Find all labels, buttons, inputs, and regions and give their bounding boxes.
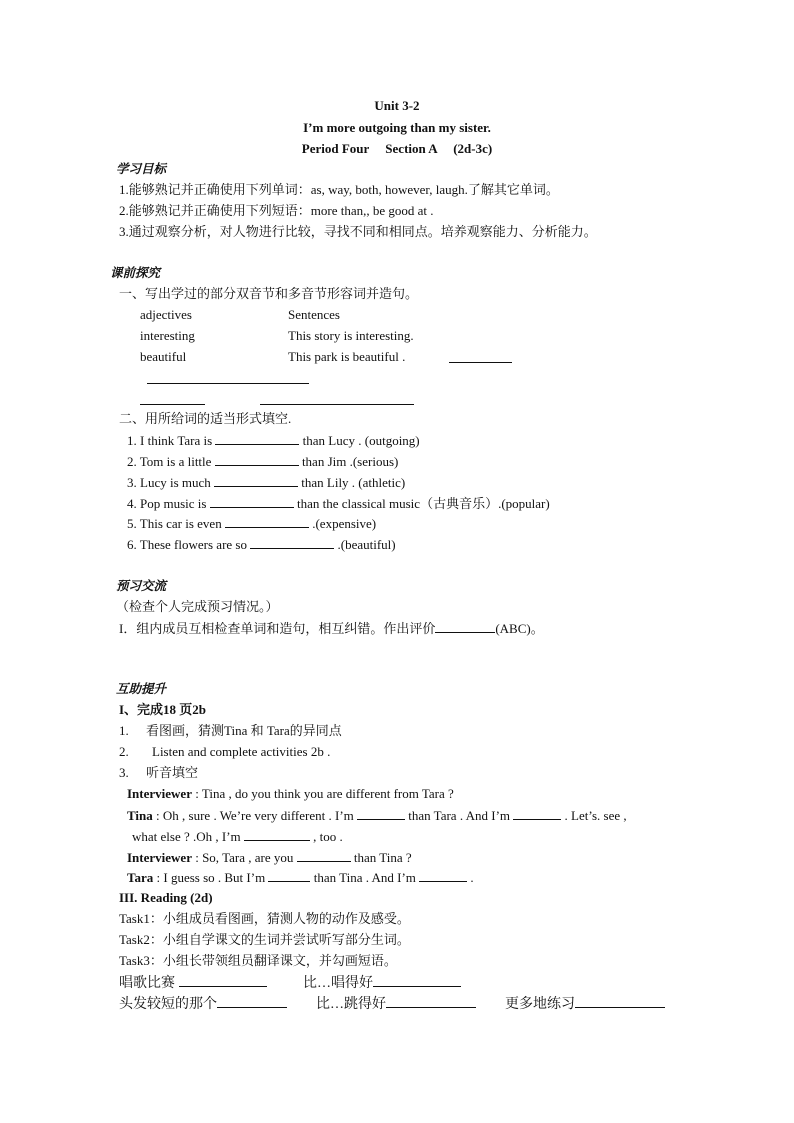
speaker-label: Tina <box>127 808 153 823</box>
dialogue-text: than Tina . And I’m <box>313 870 416 885</box>
phrase-item <box>119 995 287 1013</box>
exchange-title: 预习交流 <box>116 578 167 593</box>
speaker-label: Tara <box>127 870 154 885</box>
answer-blank[interactable] <box>217 995 287 1008</box>
objective-3: 3.通过观察分析，对人物进行比较，寻找不同和相同点。培养观察能力、分析能力。 <box>119 224 597 239</box>
fill-item-suffix: .(expensive) <box>312 516 377 531</box>
answer-blank[interactable] <box>260 404 414 405</box>
fill-item-prefix: 4. Pop music is <box>127 496 207 511</box>
dialogue-line <box>127 849 412 866</box>
answer-blank[interactable] <box>575 995 665 1008</box>
step-text: Listen and complete activities 2b . <box>152 744 331 759</box>
objective-2: 2.能够熟记并正确使用下列短语：more than,, be good at . <box>119 203 434 218</box>
preview-title: 课前探究 <box>110 265 161 280</box>
fill-item-prefix: 3. Lucy is much <box>127 475 211 490</box>
step-text: 看图画，猜测Tina 和 Tara的异同点 <box>146 723 342 738</box>
adjective-cell: beautiful <box>140 349 187 364</box>
answer-blank[interactable] <box>419 869 467 882</box>
answer-blank[interactable] <box>297 849 351 862</box>
task-item: Task2：小组自学课文的生词并尝试听写部分生词。 <box>119 932 410 947</box>
fill-item <box>127 495 550 512</box>
dialogue-text: : I guess so . But I’m <box>156 870 266 885</box>
task-item: Task3：小组长带领组员翻译课文，并勾画短语。 <box>119 953 397 968</box>
help-part1-heading: I、完成18 页2b <box>119 702 207 717</box>
fill-item-suffix: than Jim .(serious) <box>301 454 399 469</box>
dialogue-text: than Tara . And I’m <box>408 808 511 823</box>
step-text: 听音填空 <box>146 765 199 780</box>
fill-item-suffix: than Lily . (athletic) <box>301 475 406 490</box>
phrase-item <box>505 995 665 1013</box>
help-title: 互助提升 <box>116 681 167 696</box>
answer-blank[interactable] <box>225 515 309 528</box>
objective-1: 1.能够熟记并正确使用下列单词：as, way, both, however, laugh.了解其它单词。 <box>119 182 559 197</box>
answer-blank[interactable] <box>435 620 495 633</box>
step-number: 2. <box>119 744 129 759</box>
fill-item-prefix: 6. These flowers are so <box>127 537 247 552</box>
dialogue-text: . Let’s. see , <box>564 808 627 823</box>
dialogue-text: what else ? .Oh , I’m <box>132 829 241 844</box>
part2-heading: 二、用所给词的适当形式填空. <box>119 411 292 426</box>
dialogue-line <box>127 807 627 824</box>
reading-heading: III. Reading (2d) <box>119 890 213 905</box>
dialogue-text: . <box>470 870 474 885</box>
unit-title: Unit 3-2 <box>374 98 420 113</box>
answer-blank[interactable] <box>214 474 298 487</box>
col-adjectives: adjectives <box>140 307 192 322</box>
answer-blank[interactable] <box>513 807 561 820</box>
phrase-item <box>303 974 461 992</box>
fill-item <box>127 474 405 491</box>
col-sentences: Sentences <box>288 307 340 322</box>
answer-blank[interactable] <box>210 495 294 508</box>
dialogue-text: : So, Tara , are you <box>195 850 294 865</box>
dialogue-text: than Tina ? <box>353 850 412 865</box>
phrase-item <box>119 974 267 992</box>
fill-item <box>127 453 398 470</box>
sentence-cell: This story is interesting. <box>288 328 414 343</box>
dialogue-text: : Tina , do you think you are different from Tara ? <box>195 786 454 801</box>
dialogue-line <box>127 869 474 886</box>
sentence-cell: This park is beautiful . <box>288 349 406 364</box>
exchange-item-text: I．组内成员互相检查单词和造句，相互纠错。作出评价 <box>119 621 436 636</box>
fill-item <box>127 515 376 532</box>
task-item: Task1：小组成员看图画，猜测人物的动作及感受。 <box>119 911 410 926</box>
phrase-label: 比…唱得好 <box>303 976 373 991</box>
fill-item-suffix: than Lucy . (outgoing) <box>302 433 420 448</box>
answer-blank[interactable] <box>250 536 334 549</box>
answer-blank[interactable] <box>386 995 476 1008</box>
dialogue-text: , too . <box>313 829 343 844</box>
answer-blank[interactable] <box>357 807 405 820</box>
fill-item-prefix: 5. This car is even <box>127 516 222 531</box>
fill-item-suffix: than the classical music（古典音乐）.(popular) <box>296 496 550 511</box>
fill-item <box>127 432 420 449</box>
part1-heading: 一、写出学过的部分双音节和多音节形容词并造句。 <box>119 286 419 301</box>
answer-blank[interactable] <box>268 869 310 882</box>
fill-item-prefix: 2. Tom is a little <box>127 454 212 469</box>
lesson-subtitle: I’m more outgoing than my sister. <box>303 120 491 135</box>
phrase-item <box>316 995 476 1013</box>
phrase-label: 比…跳得好 <box>316 997 386 1012</box>
exchange-item <box>119 620 544 637</box>
adjective-cell: interesting <box>140 328 195 343</box>
speaker-label: Interviewer <box>127 850 192 865</box>
answer-blank[interactable] <box>179 974 267 987</box>
answer-blank[interactable] <box>140 404 205 405</box>
period-line: Period Four Section A (2d-3c) <box>301 141 493 156</box>
fill-item <box>127 536 396 553</box>
objectives-title: 学习目标 <box>116 161 167 176</box>
exchange-note: （检查个人完成预习情况。） <box>116 599 279 614</box>
answer-blank[interactable] <box>449 362 512 363</box>
answer-blank[interactable] <box>373 974 461 987</box>
phrase-label: 唱歌比赛 <box>119 976 175 991</box>
answer-blank[interactable] <box>215 453 299 466</box>
step-number: 1. <box>119 723 129 738</box>
dialogue-text: : Oh , sure . We’re very different . I’m <box>156 808 354 823</box>
step-number: 3. <box>119 765 129 780</box>
fill-item-prefix: 1. I think Tara is <box>127 433 213 448</box>
speaker-label: Interviewer <box>127 786 192 801</box>
dialogue-line <box>132 828 343 845</box>
exchange-item-suffix: (ABC)。 <box>495 621 544 636</box>
fill-item-suffix: .(beautiful) <box>337 537 396 552</box>
phrase-label: 更多地练习 <box>505 997 575 1012</box>
answer-blank[interactable] <box>215 432 299 445</box>
phrase-label: 头发较短的那个 <box>119 997 217 1012</box>
answer-blank[interactable] <box>147 383 309 384</box>
answer-blank[interactable] <box>244 828 310 841</box>
dialogue-line <box>127 786 454 802</box>
